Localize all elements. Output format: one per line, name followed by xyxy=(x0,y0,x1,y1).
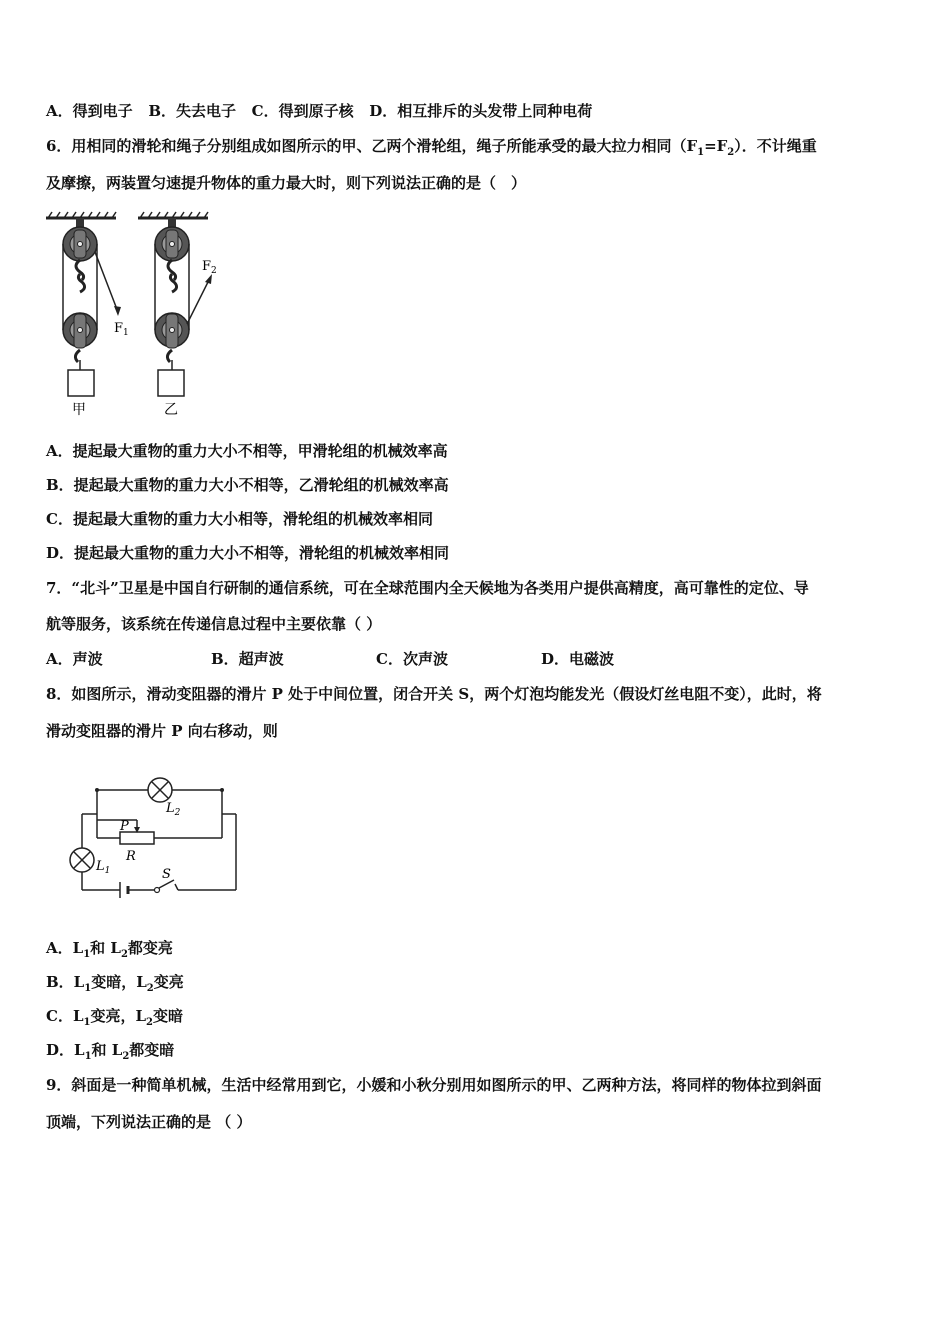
q6-stem-part-b: =F xyxy=(704,137,728,155)
label-r: R xyxy=(126,849,136,864)
label-yi: 乙 xyxy=(164,402,178,418)
label-s: S xyxy=(162,867,171,882)
q8-stem-line1: 8．如图所示，滑动变阻器的滑片 P 处于中间位置，闭合开关 S，两个灯泡均能发光（假设灯丝电阻不变），此时，将 xyxy=(46,685,822,703)
q8-a-sub1: 1 xyxy=(83,949,91,960)
q8-option-a xyxy=(46,938,173,965)
lamp-l1-icon xyxy=(70,848,94,872)
q8-b-text1: B．L xyxy=(46,973,85,991)
node xyxy=(220,788,224,792)
pulley-figure xyxy=(40,208,230,420)
q7-option-b: B．超声波 xyxy=(211,650,284,668)
battery-icon xyxy=(120,882,128,898)
pulley-system-right xyxy=(155,218,212,396)
q8-option-c xyxy=(46,1006,183,1033)
q6-option-b: B．提起最大重物的重力大小不相等，乙滑轮组的机械效率高 xyxy=(46,476,449,494)
q5-options xyxy=(46,101,592,121)
q8-c-text2: 变亮，L xyxy=(90,1007,147,1025)
q8-c-text1: C．L xyxy=(46,1007,84,1025)
q8-c-sub2: 2 xyxy=(146,1017,153,1028)
force-label-f2: $F_2$ xyxy=(202,259,217,276)
q8-option-b xyxy=(46,972,184,999)
q7-option-c: C．次声波 xyxy=(376,650,448,668)
q8-stem-line2: 滑动变阻器的滑片 P 向右移动，则 xyxy=(46,722,278,740)
label-l1: $L_1$ xyxy=(96,859,111,876)
q6-sub2: 2 xyxy=(727,147,735,158)
q5-option-d: D．相互排斥的头发带上同种电荷 xyxy=(369,102,593,120)
q9-stem-line1: 9．斜面是一种简单机械，生活中经常用到它，小媛和小秋分别用如图所示的甲、乙两种方法，将同样的物体拉到斜面 xyxy=(46,1076,822,1094)
q8-d-text1: D．L xyxy=(46,1041,85,1059)
q6-stem-part-c: ）．不计绳重 xyxy=(734,137,817,155)
q6-stem-line1 xyxy=(46,136,817,163)
q8-d-text3: 都变暗 xyxy=(129,1041,175,1059)
q8-d-sub2: 2 xyxy=(122,1051,130,1062)
q8-a-sub2: 2 xyxy=(120,949,128,960)
q8-a-text3: 都变亮 xyxy=(127,939,173,957)
q7-options xyxy=(46,649,614,669)
q6-option-a: A．提起最大重物的重力大小不相等，甲滑轮组的机械效率高 xyxy=(46,442,448,460)
q6-option-d: D．提起最大重物的重力大小不相等，滑轮组的机械效率相同 xyxy=(46,544,450,562)
q7-option-d: D．电磁波 xyxy=(541,650,615,668)
label-l2: $L_2$ xyxy=(166,801,181,818)
q8-d-sub1: 1 xyxy=(84,1051,92,1062)
q8-a-text1: A．L xyxy=(46,939,84,957)
q6-stem-line2: 及摩擦，两装置匀速提升物体的重力最大时，则下列说法正确的是（ ） xyxy=(46,174,527,192)
q8-b-sub2: 2 xyxy=(146,983,154,994)
q8-a-text2: 和 L xyxy=(90,939,121,957)
q5-option-b: B．失去电子 xyxy=(148,102,236,120)
label-p: P xyxy=(120,819,129,834)
label-jia: 甲 xyxy=(72,402,86,418)
q8-option-d xyxy=(46,1040,174,1067)
q7-option-a: A．声波 xyxy=(46,650,103,668)
q7-stem-line2: 航等服务，该系统在传递信息过程中主要依靠（ ） xyxy=(46,615,382,633)
lamp-l2-icon xyxy=(148,778,172,802)
q6-sub1: 1 xyxy=(697,147,705,158)
q9-stem-line2: 顶端，下列说法正确的是 （ ） xyxy=(46,1113,252,1131)
pulley-system-left xyxy=(63,218,121,396)
ceiling-left xyxy=(46,212,116,218)
q7-stem-line1: 7．“北斗”卫星是中国自行研制的通信系统，可在全球范围内全天候地为各类用户提供高精度，高可靠性的定位、导 xyxy=(46,579,809,597)
q6-option-c: C．提起最大重物的重力大小相等，滑轮组的机械效率相同 xyxy=(46,510,433,528)
force-label-f1: $F_1$ xyxy=(114,321,129,338)
q8-b-text2: 变暗，L xyxy=(91,973,147,991)
ceiling-right xyxy=(138,212,208,218)
q8-b-text3: 变亮 xyxy=(153,973,184,991)
q5-option-a: A．得到电子 xyxy=(46,102,133,120)
circuit-diagram xyxy=(60,768,250,908)
q6-stem-part-a: 6．用相同的滑轮和绳子分别组成如图所示的甲、乙两个滑轮组，绳子所能承受的最大拉力相同（F xyxy=(46,137,698,155)
q8-b-sub1: 1 xyxy=(84,983,92,994)
q8-d-text2: 和 L xyxy=(91,1041,123,1059)
node xyxy=(95,788,99,792)
q8-c-text3: 变暗 xyxy=(153,1007,184,1025)
q8-c-sub1: 1 xyxy=(83,1017,91,1028)
q5-option-c: C．得到原子核 xyxy=(251,102,354,120)
